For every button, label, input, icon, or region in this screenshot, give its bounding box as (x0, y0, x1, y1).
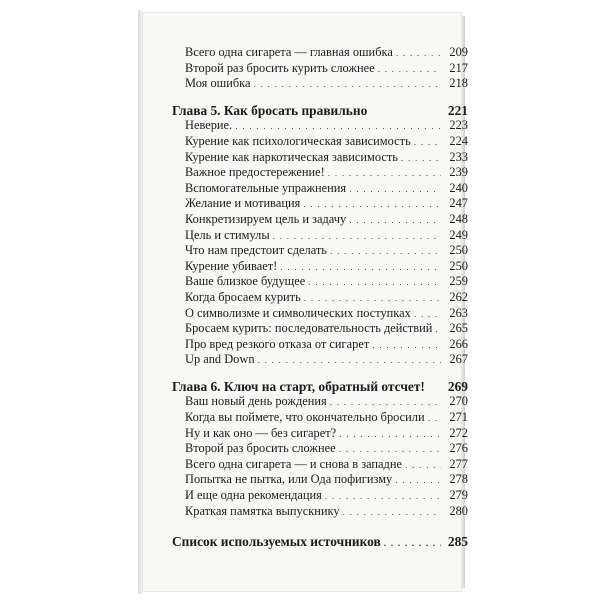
leader-dots (258, 352, 441, 369)
toc-entry-title: Важное предостережение! (185, 165, 325, 180)
chapter-heading (172, 103, 468, 119)
toc-entry-page: 272 (449, 425, 468, 440)
toc-entry-page: 279 (449, 488, 468, 503)
toc-entry (172, 118, 468, 134)
toc-entry-title: Когда вы поймете, что окончательно бросили (185, 410, 425, 425)
leader-dots (308, 274, 441, 291)
toc-entry-title: Неверие. (185, 118, 233, 133)
toc-entry-title: Попытка не пытка, или Ода пофигизму (185, 472, 393, 487)
chapter-page: 221 (447, 102, 468, 118)
leader-dots (405, 457, 441, 474)
toc-entry-title: О символизме и символических поступках (185, 305, 411, 320)
toc-entry (172, 228, 468, 244)
toc-entry (172, 243, 468, 259)
leader-dots (303, 196, 441, 213)
toc-entry-page: 259 (449, 274, 468, 289)
leader-dots (349, 212, 441, 229)
toc-entry-page: 250 (449, 258, 468, 273)
leader-dots (435, 321, 441, 338)
sources-heading (172, 534, 468, 550)
leader-dots (253, 76, 441, 93)
sources-page: 285 (447, 534, 468, 550)
toc-entry (172, 134, 468, 150)
toc-entry-page: 240 (449, 180, 468, 195)
toc-entry (172, 196, 468, 212)
toc-entry-page: 280 (449, 503, 468, 518)
toc-entry-title: Моя ошибка (185, 76, 251, 91)
leader-dots (343, 504, 441, 521)
toc-entry (172, 274, 468, 290)
toc-entry-title: Всего одна сигарета — главная ошибка (185, 45, 393, 59)
leader-dots (304, 290, 441, 307)
leader-dots (280, 259, 441, 276)
toc-entry-page: 278 (449, 472, 468, 487)
toc-entry-page: 276 (449, 441, 468, 456)
toc-entry-page: 277 (449, 456, 468, 471)
toc-entry (172, 426, 468, 442)
toc-entry-page: 267 (449, 352, 468, 367)
toc-entry (172, 61, 468, 77)
toc-entry-title: Что нам предстоит сделать (185, 243, 327, 258)
toc-entry-page: 224 (449, 133, 468, 148)
toc-entry (172, 321, 468, 337)
chapter-page: 269 (447, 378, 468, 394)
toc-entry-title: Курение как психологическая зависимость (185, 133, 411, 148)
toc-entry (172, 165, 468, 181)
leader-dots (428, 410, 441, 427)
leader-dots (396, 45, 441, 62)
chapter-title: Глава 6. Ключ на старт, обратный отсчет! (172, 378, 425, 394)
leader-dots (328, 165, 441, 182)
toc-entry-page: 217 (449, 60, 468, 75)
leader-dots (330, 394, 441, 411)
toc-entry (172, 150, 468, 166)
leader-dots (235, 118, 441, 135)
toc-entry-title: Конкретизируем цель и задачу (185, 211, 347, 226)
toc-entry-page: 218 (449, 76, 468, 91)
leader-dots (339, 426, 441, 443)
toc-entry (172, 337, 468, 353)
toc-entry-title: Краткая памятка выпускнику (185, 503, 340, 518)
toc-entry-title: Курение убивает! (185, 258, 278, 273)
toc-entry (172, 290, 468, 306)
leader-dots (395, 472, 441, 489)
leader-dots (349, 181, 441, 198)
toc-entry (172, 306, 468, 322)
toc-entry-page: 262 (449, 289, 468, 304)
toc-entry-title: Второй раз бросить сложнее (185, 441, 336, 456)
toc-entry (172, 457, 468, 473)
toc-entry-title: Ваше близкое будущее (185, 274, 306, 289)
leader-dots (339, 441, 441, 458)
toc-entry-title: Up and Down (185, 352, 255, 367)
toc-entry-page: 233 (449, 149, 468, 164)
leader-dots (273, 228, 441, 245)
leader-dots (330, 243, 441, 260)
table-of-contents (172, 45, 468, 550)
toc-entry-title: Курение как наркотическая зависимость (185, 149, 398, 164)
toc-entry (172, 504, 468, 520)
toc-entry-title: Вспомогательные упражнения (185, 180, 347, 195)
toc-entry (172, 441, 468, 457)
toc-entry-page: 270 (449, 394, 468, 409)
toc-entry-page: 265 (449, 321, 468, 336)
sources-title: Список используемых источников (172, 534, 381, 550)
chapter-heading (172, 379, 468, 395)
toc-entry (172, 394, 468, 410)
leader-dots (414, 306, 441, 323)
toc-entry-title: Всего одна сигарета — и снова в западне (185, 456, 402, 471)
toc-entry-page: 266 (449, 336, 468, 351)
toc-entry (172, 410, 468, 426)
toc-entry-title: Когда бросаем курить (185, 289, 301, 304)
toc-entry-page: 209 (449, 45, 468, 59)
toc-entry (172, 181, 468, 197)
leader-dots (325, 488, 441, 505)
toc-entry-title: Ну и как оно — без сигарет? (185, 425, 337, 440)
toc-entry (172, 45, 468, 61)
toc-entry-page: 223 (449, 118, 468, 133)
toc-entry-title: Ваш новый день рождения (185, 394, 327, 409)
toc-entry-page: 249 (449, 227, 468, 242)
toc-entry-page: 248 (449, 211, 468, 226)
toc-entry-page: 271 (449, 410, 468, 425)
leader-dots (384, 534, 441, 552)
toc-entry (172, 488, 468, 504)
chapter-title: Глава 5. Как бросать правильно (172, 102, 368, 118)
toc-entry-page: 239 (449, 165, 468, 180)
leader-dots (414, 134, 441, 151)
toc-entry-title: Второй раз бросить курить сложнее (185, 60, 375, 75)
toc-entry (172, 76, 468, 92)
toc-entry-title: Про вред резкого отказа от сигарет (185, 336, 370, 351)
leader-dots (378, 61, 441, 78)
toc-entry-title: Цель и стимулы (185, 227, 270, 242)
toc-entry (172, 472, 468, 488)
toc-entry-page: 247 (449, 196, 468, 211)
toc-entry (172, 259, 468, 275)
toc-entry-title: И еще одна рекомендация (185, 488, 322, 503)
toc-entry-page: 250 (449, 243, 468, 258)
toc-entry (172, 352, 468, 368)
leader-dots (401, 150, 441, 167)
toc-entry-title: Бросаем курить: последовательность действий (185, 321, 433, 336)
toc-entry-title: Желание и мотивация (185, 196, 301, 211)
toc-entry-page: 263 (449, 305, 468, 320)
toc-entry (172, 212, 468, 228)
leader-dots (372, 337, 441, 354)
